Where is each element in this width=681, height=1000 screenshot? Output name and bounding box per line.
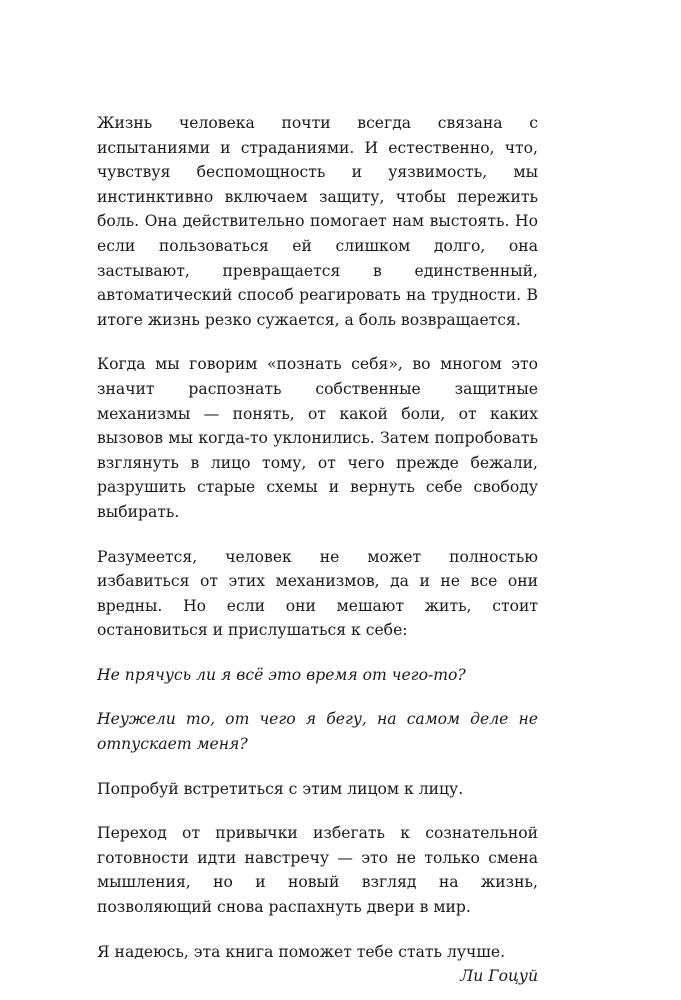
question-running: Неужели то, от чего я бегу, на самом деле не отпускает меня? [97, 710, 538, 754]
book-page-text [97, 111, 538, 989]
paragraph-face-to-face: Попробуй встретиться с этим лицом к лицу. [97, 779, 464, 798]
author-signature: Ли Гоцуй [460, 967, 538, 986]
paragraph-hope: Я надеюсь, эта книга поможет тебе стать лучше. [97, 942, 506, 961]
paragraph-life-and-suffering: Жизнь человека почти всегда связана с испытаниями и страданиями. И естественно, что, чувствуя беспомощность и уязвимость, мы инстинктивно включаем защиту, чтобы пережить боль. Она действительно помогает нам выстоять. Но если пользоваться ей слишком долго, она застывают, превращается в единственный, автоматический способ реагировать на трудности. В итоге жизнь резко сужается, а боль возвращается. [97, 114, 538, 329]
paragraph-transition: Переход от привычки избегать к сознательной готовности идти навстречу — это не только смена мышления, но и новый взгляд на жизнь, позволяющий снова распахнуть двери в мир. [97, 824, 538, 917]
paragraph-defense-mechanisms: Разумеется, человек не может полностью избавиться от этих механизмов, да и не все они вредны. Но если они мешают жить, стоит остановиться и прислушаться к себе: [97, 547, 538, 640]
paragraph-know-yourself: Когда мы говорим «познать себя», во многом это значит распознать собственные защитные механизмы — понять, от какой боли, от каких вызовов мы когда-то уклонились. Затем попробовать взглянуть в лицо тому, от чего прежде бежали, разрушить старые схемы и вернуть себе свободу выбирать. [97, 355, 538, 521]
question-hiding: Не прячусь ли я всё это время от чего-то? [97, 665, 466, 684]
